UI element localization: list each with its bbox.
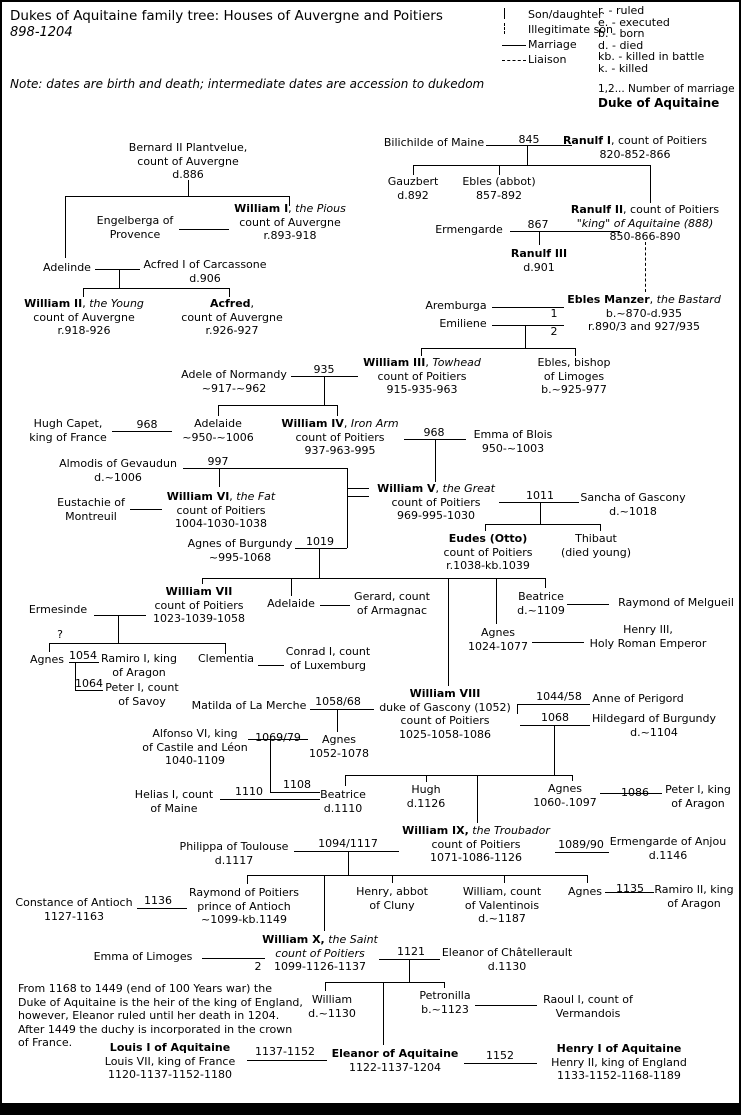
connector-line [294, 851, 399, 852]
marriage-label-1136: 1136 [144, 894, 172, 907]
marriage-label-1064: 1064 [75, 677, 103, 690]
legend-label: Marriage [528, 38, 577, 51]
person-matilda: Matilda of La Merche [191, 699, 307, 712]
connector-line [218, 405, 337, 406]
legend-label: Son/daughter [528, 8, 603, 21]
person-emiliene: Emiliene [439, 317, 487, 330]
person-bilichilde: Bilichilde of Maine [383, 136, 485, 149]
connector-line [448, 578, 449, 686]
connector-line [575, 348, 576, 356]
connector-line [219, 468, 220, 487]
person-william-vi: William VI, the Fat count of Poitiers 1004-1030-1038 [166, 490, 276, 530]
person-william-vii: William VII count of Poitiers 1023-1039-1058 [153, 585, 245, 625]
person-gerard: Gerard, count of Armagnac [354, 590, 430, 617]
connector-line [83, 288, 84, 297]
marriage-label-1044-58: 1044/58 [536, 690, 582, 703]
marriage-label-unknown: ? [57, 628, 63, 641]
connector-line [347, 488, 369, 489]
person-emma-blois: Emma of Blois 950-~1003 [473, 428, 553, 455]
person-hildegard: Hildegard of Burgundy d.~1104 [591, 712, 717, 739]
connector-line [392, 875, 393, 883]
connector-line [225, 643, 226, 654]
connector-line [486, 145, 572, 146]
connector-line [291, 578, 292, 596]
connector-line [325, 982, 326, 991]
abbrev-killed-battle: kb. - killed in battle [598, 50, 705, 63]
connector-line [475, 1005, 537, 1006]
person-william-i: William I, the Pious count of Auvergne r.893-918 [234, 202, 346, 242]
connector-line [499, 165, 500, 175]
marriage-label-867: 867 [527, 218, 549, 231]
person-beatrice-1109: Beatrice d.~1109 [517, 590, 565, 617]
connector-line [248, 739, 308, 740]
person-eleanor-aquitaine: Eleanor of Aquitaine 1122-1137-1204 [331, 1047, 459, 1074]
person-adele: Adele of Normandy ~917-~962 [181, 368, 287, 395]
person-thibaut: Thibaut (died young) [560, 532, 632, 559]
person-agnes-aragon: Agnes [30, 653, 64, 666]
person-ermengarde: Ermengarde [435, 223, 503, 236]
connector-line [600, 524, 601, 531]
connector-line [421, 348, 575, 349]
connector-line [83, 288, 230, 289]
connector-line [517, 704, 518, 714]
connector-line [532, 642, 584, 643]
person-william-iii: William III, Towhead count of Poitiers 915-935-963 [363, 356, 481, 396]
connector-line [413, 165, 650, 166]
connector-line [324, 376, 325, 405]
person-clementia: Clementia [197, 652, 255, 665]
person-raymond-melgueil: Raymond of Melgueil [618, 596, 734, 609]
marriage-label-1089-90: 1089/90 [558, 838, 604, 851]
connector-line [645, 242, 646, 292]
person-conrad: Conrad I, count of Luxemburg [285, 645, 371, 672]
person-peter-aragon: Peter I, king of Aragon [665, 783, 731, 810]
person-ebles-manzer: Ebles Manzer, the Bastard b.~870-d.935 r.890/3 and 927/935 [567, 293, 721, 333]
connector-line [485, 524, 486, 531]
connector-line [540, 502, 541, 524]
person-louis-i: Louis I of Aquitaine Louis VII, king of France 1120-1137-1152-1180 [104, 1041, 236, 1081]
marriage-label-num2-emma: 2 [254, 960, 262, 973]
marriage-label-1110: 1110 [235, 785, 263, 798]
connector-line [65, 196, 290, 197]
connector-line [95, 269, 140, 270]
connector-line [485, 524, 600, 525]
connector-line [337, 405, 338, 416]
person-adelaide-1: Adelaide ~950-~1006 [182, 417, 254, 444]
connector-line [520, 725, 590, 726]
connector-line [499, 502, 579, 503]
family-tree-canvas [2, 2, 741, 1115]
connector-line [510, 231, 620, 232]
footnote-text: From 1168 to 1449 (end of 100 Years war) the Duke of Aquitaine is the heir of the king of England, however, Eleanor ruled until her death in 1204. After 1449 the duchy is incorporated in the crown of France. [18, 982, 303, 1049]
connector-line [345, 775, 572, 776]
dates-note: Note: dates are birth and death; intermediate dates are accession to dukedom [10, 77, 485, 91]
connector-line [650, 165, 651, 203]
person-adelinde: Adelinde [43, 261, 91, 274]
connector-line [337, 709, 338, 732]
abbrev-born: b. - born [598, 27, 645, 40]
person-ermesinde: Ermesinde [28, 603, 88, 616]
marriage-label-1137-1152: 1137-1152 [255, 1045, 315, 1058]
connector-line [202, 958, 265, 959]
connector-line [319, 548, 320, 578]
connector-line [426, 775, 427, 782]
person-bernard-ii: Bernard II Plantvelue, count of Auvergne d.886 [128, 141, 248, 181]
connector-line [118, 615, 119, 643]
person-william-ii: William II, the Young count of Auvergne r.918-926 [24, 297, 144, 337]
connector-line [49, 643, 225, 644]
connector-line [464, 1063, 537, 1064]
person-agnes-1052: Agnes 1052-1078 [309, 733, 369, 760]
marriage-label-num1: 1 [550, 307, 558, 320]
person-william-v: William V, the Great count of Poitiers 969-995-1030 [377, 482, 495, 522]
person-helias: Helias I, count of Maine [134, 788, 214, 815]
connector-line [572, 775, 573, 781]
connector-line [119, 269, 120, 288]
bottom-bar [2, 1103, 739, 1115]
person-ranulf-iii: Ranulf III d.901 [510, 247, 568, 274]
person-william-d1130: William d.~1130 [308, 993, 356, 1020]
person-acfred-i: Acfred I of Carcassone d.906 [143, 258, 267, 285]
connector-line [492, 307, 564, 308]
person-petronilla: Petronilla b.~1123 [419, 989, 471, 1016]
person-eleanor-chatellerault: Eleanor of Châtellerault d.1130 [441, 946, 573, 973]
connector-line [605, 892, 654, 893]
person-agnes-1135: Agnes [568, 885, 602, 898]
connector-line [202, 578, 203, 584]
connector-line [202, 578, 545, 579]
connector-line [345, 775, 346, 786]
connector-line [539, 231, 540, 245]
marriage-label-968-emma: 968 [423, 426, 445, 439]
connector-line [444, 982, 445, 988]
connector-line [527, 145, 528, 165]
marriage-label-1069-79: 1069/79 [255, 731, 301, 744]
connector-line [112, 431, 172, 432]
person-philippa: Philippa of Toulouse d.1117 [179, 840, 289, 867]
marriage-label-1086: 1086 [621, 786, 649, 799]
marriage-label-1094-1117: 1094/1117 [318, 837, 378, 850]
person-william-x: William X, the Saint count of Poitiers 1099-1126-1137 [262, 933, 378, 973]
abbrev-executed: e. - executed [598, 15, 670, 29]
person-agnes-burgundy: Agnes of Burgundy ~995-1068 [187, 537, 293, 564]
person-ebles-abbot: Ebles (abbot) 857-892 [462, 175, 536, 202]
person-ramiro-ii: Ramiro II, king of Aragon [654, 883, 734, 910]
person-agnes-1060: Agnes 1060-.1097 [533, 782, 597, 809]
connector-line [289, 196, 290, 206]
connector-line [130, 509, 162, 510]
person-william-valentinois: William, count of Valentinois d.~1187 [462, 885, 542, 925]
marriage-label-1068: 1068 [541, 711, 569, 724]
connector-line [324, 875, 325, 931]
connector-line [229, 288, 230, 297]
marriage-label-1058-68: 1058/68 [315, 695, 361, 708]
person-hugh: Hugh d.1126 [406, 783, 446, 810]
connector-line [504, 875, 505, 883]
person-constance: Constance of Antioch 1127-1163 [15, 896, 133, 923]
marriage-label-845: 845 [518, 133, 540, 146]
person-ebles-bishop: Ebles, bishop of Limoges b.~925-977 [537, 356, 611, 396]
connector-line [555, 852, 609, 853]
person-eudes: Eudes (Otto) count of Poitiers r.1038-kb.1039 [443, 532, 533, 572]
legend-label: Illegitimate son [528, 23, 613, 36]
connector-line [421, 348, 422, 356]
connector-line [94, 615, 146, 616]
connector-line [325, 982, 444, 983]
marriage-label-1019: 1019 [306, 535, 334, 548]
connector-line [567, 604, 609, 605]
person-agnes-1024: Agnes 1024-1077 [468, 626, 528, 653]
connector-line [270, 792, 320, 793]
page-title: Dukes of Aquitaine family tree: Houses of Auvergne and Poitiers [10, 8, 443, 24]
marriage-label-1108: 1108 [283, 778, 311, 791]
abbrev-killed: k. - killed [598, 61, 649, 75]
person-raymond-poitiers: Raymond of Poitiers prince of Antioch ~1099-kb.1149 [188, 886, 300, 926]
person-alfonso-vi: Alfonso VI, king of Castile and Léon 1040-1109 [142, 727, 248, 767]
connector-line [525, 325, 526, 348]
abbrev-ruled: r. - ruled [598, 4, 645, 17]
connector-line [75, 690, 103, 691]
connector-line [247, 1060, 327, 1061]
person-gauzbert: Gauzbert d.892 [387, 175, 439, 202]
person-henry-abbot: Henry, abbot of Cluny [356, 885, 428, 912]
person-william-viii: William VIII duke of Gascony (1052) count of Poitiers 1025-1058-1086 [379, 687, 511, 741]
marriage-label-1011: 1011 [526, 489, 554, 502]
connector-line [347, 496, 369, 497]
connector-line [600, 793, 662, 794]
legend-label: Liaison [528, 53, 567, 66]
marriage-label-997: 997 [207, 455, 229, 468]
connector-line [69, 662, 99, 663]
abbrev-died: d. - died [598, 38, 644, 52]
marriage-label-935: 935 [313, 363, 335, 376]
connector-line [179, 229, 229, 230]
person-william-ix: William IX, the Troubador count of Poitiers 1071-1086-1126 [402, 824, 550, 864]
marriage-number-note: 1,2... Number of marriage [598, 83, 735, 95]
marriage-label-968-hugh: 968 [136, 418, 158, 431]
connector-line [492, 325, 564, 326]
person-acfred: Acfred, count of Auvergne r.926-927 [181, 297, 283, 337]
marriage-label-num2: 2 [550, 325, 558, 338]
person-ranulf-ii: Ranulf II, count of Poitiers "king" of Aquitaine (888) 850-866-890 [570, 203, 720, 243]
person-henry-i-aquitaine: Henry I of Aquitaine Henry II, king of England 1133-1152-1168-1189 [551, 1042, 687, 1082]
connector-line [320, 605, 350, 606]
connector-line [348, 852, 349, 875]
person-emma-limoges: Emma of Limoges [93, 950, 193, 963]
connector-line [413, 165, 414, 175]
connector-line [545, 578, 546, 588]
connector-line [409, 959, 410, 982]
person-almodis: Almodis of Gevaudun d.~1006 [59, 457, 177, 484]
connector-line [310, 709, 374, 710]
connector-line [218, 405, 219, 416]
marriage-label-1054: 1054 [69, 649, 97, 662]
marriage-label-1121: 1121 [397, 945, 425, 958]
person-aremburga: Aremburga [425, 299, 487, 312]
marriage-label-1152: 1152 [486, 1049, 514, 1062]
connector-line [65, 196, 66, 258]
marriage-label-1135: 1135 [616, 882, 644, 895]
connector-line [183, 468, 347, 469]
connector-line [435, 439, 436, 482]
person-adelaide-2: Adelaide [267, 597, 315, 610]
person-sancha: Sancha of Gascony d.~1018 [580, 491, 686, 518]
connector-line [347, 468, 348, 548]
person-ermengarde-anjou: Ermengarde of Anjou d.1146 [609, 835, 727, 862]
connector-line [477, 775, 478, 823]
person-ranulf-i: Ranulf I, count of Poitiers 820-852-866 [562, 134, 708, 161]
connector-line [247, 875, 248, 884]
person-anne-perigord: Anne of Perigord [592, 692, 684, 705]
connector-line [258, 665, 284, 666]
connector-line [188, 180, 189, 196]
person-william-iv: William IV, Iron Arm count of Poitiers 937-963-995 [281, 417, 399, 457]
connector-line [383, 982, 384, 1045]
connector-line [220, 799, 320, 800]
person-peter-savoy: Peter I, count of Savoy [105, 681, 179, 708]
connector-line [496, 578, 497, 624]
connector-line [587, 875, 588, 883]
person-eustachie: Eustachie of Montreuil [57, 496, 125, 523]
person-raoul: Raoul I, count of Vermandois [543, 993, 633, 1020]
connector-line [49, 643, 50, 652]
person-beatrice-1110: Beatrice d.1110 [320, 788, 366, 815]
connector-line [517, 704, 590, 705]
person-hugh-capet: Hugh Capet, king of France [29, 417, 107, 444]
connector-line [137, 908, 187, 909]
person-henry-iii: Henry III, Holy Roman Emperor [589, 623, 707, 650]
connector-line [295, 548, 347, 549]
connector-line [554, 725, 555, 775]
duke-of-aquitaine-label: Duke of Aquitaine [598, 96, 720, 110]
connector-line [270, 740, 271, 792]
page-subtitle: 898-1204 [10, 25, 73, 40]
connector-line [247, 875, 587, 876]
person-engelberga: Engelberga of Provence [96, 214, 174, 241]
person-ramiro-i: Ramiro I, king of Aragon [100, 652, 178, 679]
connector-line [75, 662, 76, 690]
